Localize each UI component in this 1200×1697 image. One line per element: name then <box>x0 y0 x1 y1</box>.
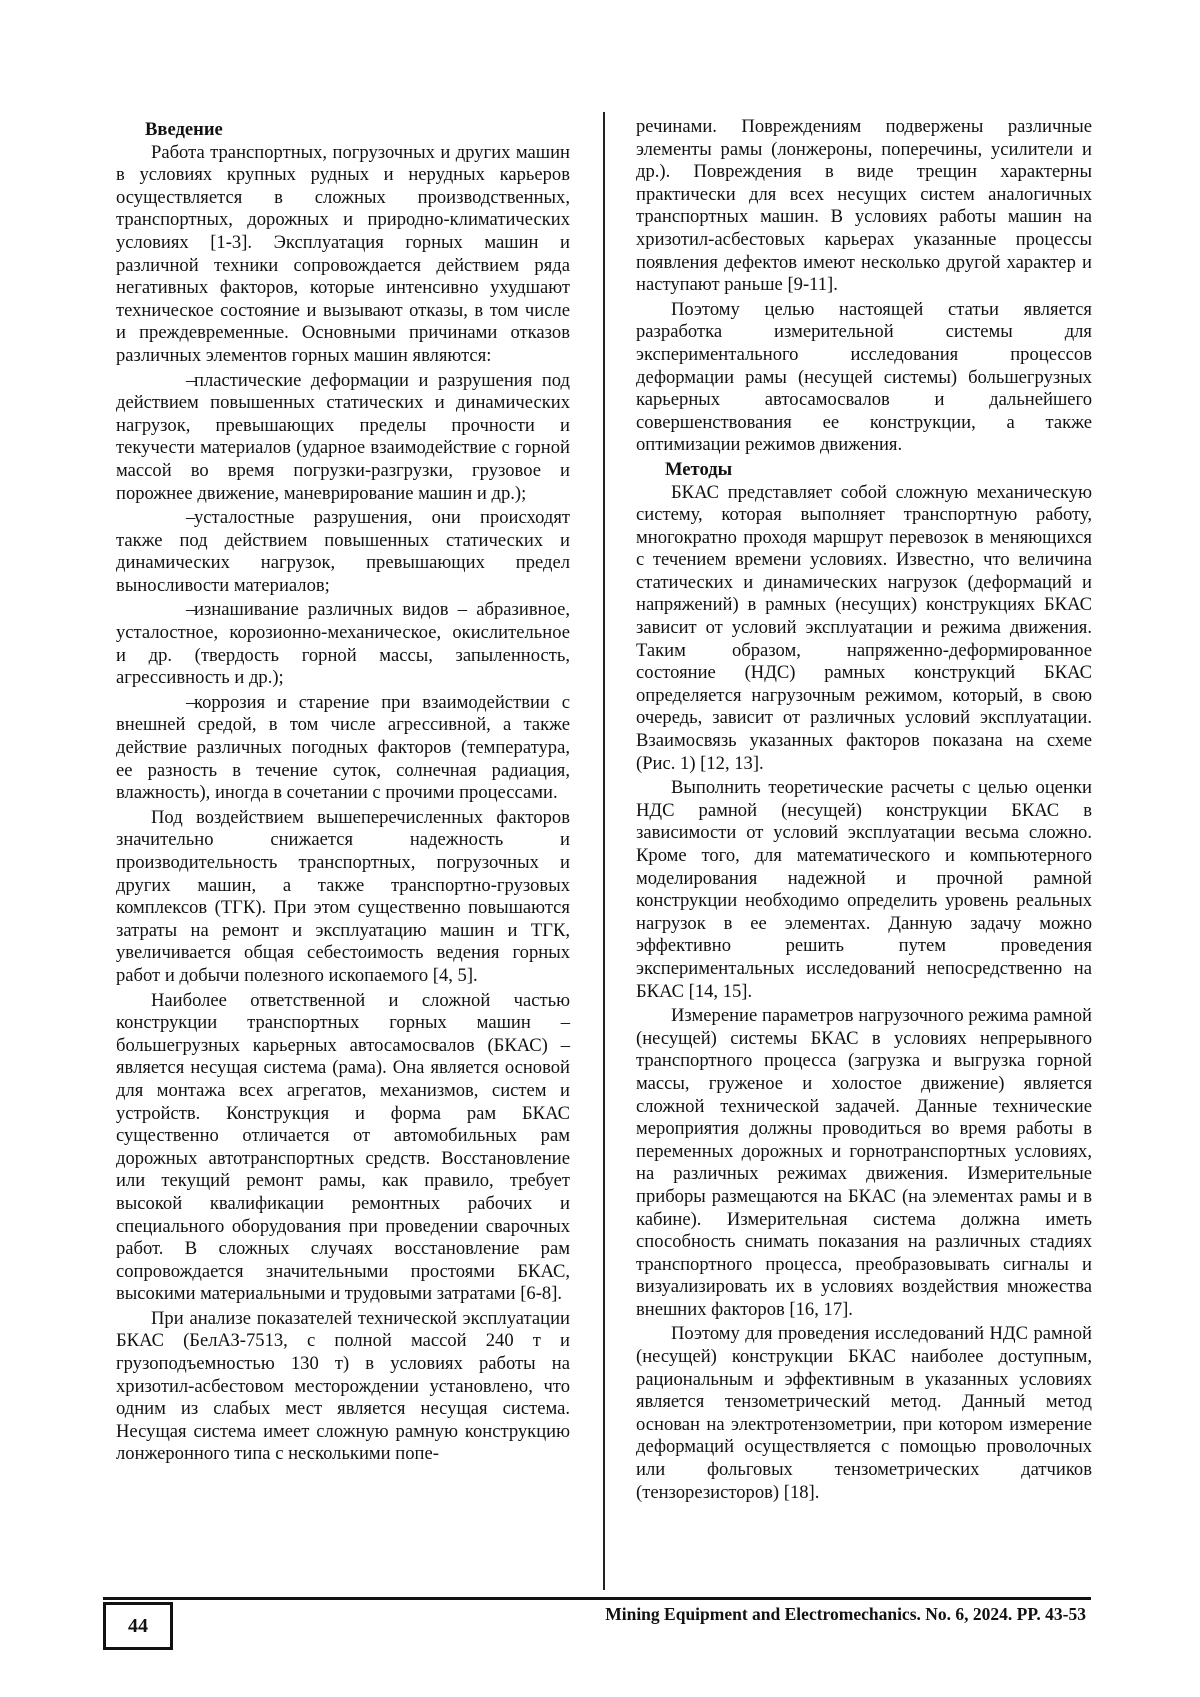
dash-marker: – <box>186 369 196 391</box>
dash-marker: – <box>186 507 196 529</box>
right-column <box>636 116 1092 1506</box>
bullet-item <box>116 507 570 597</box>
paragraph: Измерение параметров нагрузочного режима рамной (несущей) системы БКАС в условиях непрерывного транспортного процесса (загрузка и выгрузка горной массы, груженое и холостое движение) является сложной технической задачей. Данные технические мероприятия должны проводиться во время работы в переменных дорожных и горнотранспортных условиях, на различных режимах движения. Измерительные приборы размещаются на БКАС (на элементах рамы и в кабине). Измерительная система должна иметь способность снимать показания на различных стадиях транспортного процесса, преобразовывать сигналы и визуализировать их в условиях воздействия множества внешних факторов [16, 17]. <box>636 1005 1092 1320</box>
paragraph: Поэтому целью настоящей статьи является разработка измерительной системы для экспериментального исследования процессов деформации рамы (несущей системы) большегрузных карьерных автосамосвалов и дальнейшего совершенствования ее конструкции, а также оптимизации режимов движения. <box>636 298 1092 456</box>
bullet-item <box>116 370 570 506</box>
section-heading-methods: Методы <box>665 458 733 480</box>
paragraph: Наиболее ответственной и сложной частью конструкции транспортных горных машин – большегрузных карьерных автосамосвалов (БКАС) – является несущая система (рама). Она является основой для монтажа всех агрегатов, механизмов, систем и устройств. Конструкция и форма рам БКАС существенно отличается от автомобильных рам дорожных автотранспортных средств. Восстановление или текущий ремонт рамы, как правило, требует высокой квалификации ремонтных рабочих и специального оборудования при проведении сварочных работ. В сложных случаях восстановление рам сопровождается значительными простоями БКАС, высокими материальными и трудовыми затратами [6-8]. <box>116 989 570 1305</box>
page-number: 44 <box>103 1602 173 1650</box>
journal-reference: Mining Equipment and Electromechanics. No. 6, 2024. PP. 43-53 <box>605 1604 1086 1624</box>
paragraph-continuation: речинами. Повреждениям подвержены различные элементы рамы (лонжероны, поперечины, усилители и др.). Повреждения в виде трещин характерны практически для всех несущих систем аналогичных транспортных машин. В условиях работы машин на хризотил-асбестовых карьерах указанные процессы появления дефектов имеют несколько другой характер и наступают раньше [9-11]. <box>636 116 1092 296</box>
bullet-text: усталостные разрушения, они происходят также под действием повышенных статических и динамических нагрузок, превышающих предел выносливости материалов; <box>116 507 570 596</box>
column-divider <box>603 112 605 1590</box>
footer-rule <box>103 1597 1091 1600</box>
paragraph: Работа транспортных, погрузочных и других машин в условиях крупных рудных и нерудных карьеров осуществляется в сложных производственных, транспортных, дорожных и природно-климатических условиях [1-3]. Эксплуатация горных машин и различной техники сопровождается действием ряда негативных факторов, которые интенсивно ухудшают техническое состояние и вызывают отказы, в том числе и преждевременные. Основными причинами отказов различных элементов горных машин являются: <box>116 141 570 366</box>
dash-marker: – <box>186 599 196 621</box>
dash-marker: – <box>186 691 196 713</box>
paragraph: При анализе показателей технической эксплуатации БКАС (БелАЗ-7513, с полной массой 240 т и грузоподъемностью 130 т) в условиях работы на хризотил-асбестовом месторождении установлено, что одним из слабых мест является несущая система. Несущая система имеет сложную рамную конструкцию лонжеронного типа с несколькими попе- <box>116 1307 570 1465</box>
bullet-text: пластические деформации и разрушения под действием повышенных статических и динамических нагрузок, превышающих пределы прочности и текучести материалов (ударное взаимодействие с горной массой во время погрузки-разгрузки, грузовое и порожнее движение, маневрирование машин и др.); <box>116 369 570 504</box>
bullet-text: коррозия и старение при взаимодействии с внешней средой, в том числе агрессивной, а также действие различных погодных факторов (температура, ее разность в течение суток, солнечная радиация, влажность), иногда в сочетании с прочими процессами. <box>116 691 570 804</box>
bullet-item <box>116 692 570 805</box>
paragraph: БКАС представляет собой сложную механическую систему, которая выполняет транспортную работу, многократно проходя маршрут перевозок в меняющихся с течением времени условиях. Известно, что величина статических и динамических нагрузок (деформаций и напряжений) в рамных (несущих) конструкциях БКАС зависит от условий эксплуатации и режима движения. Таким образом, напряженно-деформированное состояние (НДС) рамных конструкций БКАС определяется нагрузочным режимом, который, в свою очередь, зависит от различных условий эксплуатации. Взаимосвязь указанных факторов показана на схеме (Рис. 1) [12, 13]. <box>636 481 1092 774</box>
section-heading-introduction: Введение <box>145 119 223 140</box>
paragraph: Под воздействием вышеперечисленных факторов значительно снижается надежность и производительность транспортных, погрузочных и других машин, а также транспортно-грузовых комплексов (ТГК). При этом существенно повышаются затраты на ремонт и эксплуатацию машин и ТГК, увеличивается общая себестоимость ведения горных работ и добычи полезного ископаемого [4, 5]. <box>116 806 570 986</box>
left-column <box>116 119 570 1468</box>
paragraph: Поэтому для проведения исследований НДС рамной (несущей) конструкции БКАС наиболее доступным, рациональным и эффективным в указанных условиях является тензометрический метод. Данный метод основан на электротензометрии, при котором измерение деформаций осуществляется с помощью проволочных или фольговых тензометрических датчиков (тензорезисторов) [18]. <box>636 1323 1092 1503</box>
bullet-text: изнашивание различных видов – абразивное, усталостное, корозионно-механическое, окислительное и др. (твердость горной массы, запыленность, агрессивность и др.); <box>116 599 570 689</box>
paragraph: Выполнить теоретические расчеты с целью оценки НДС рамной (несущей) конструкции БКАС в зависимости от условий эксплуатации весьма сложно. Кроме того, для математического и компьютерного моделирования надежной и прочной рамной конструкции необходимо определить уровень реальных нагрузок в ее элементах. Данную задачу можно эффективно решить путем проведения экспериментальных исследований непосредственно на БКАС [14, 15]. <box>636 777 1092 1002</box>
bullet-item <box>116 599 570 689</box>
